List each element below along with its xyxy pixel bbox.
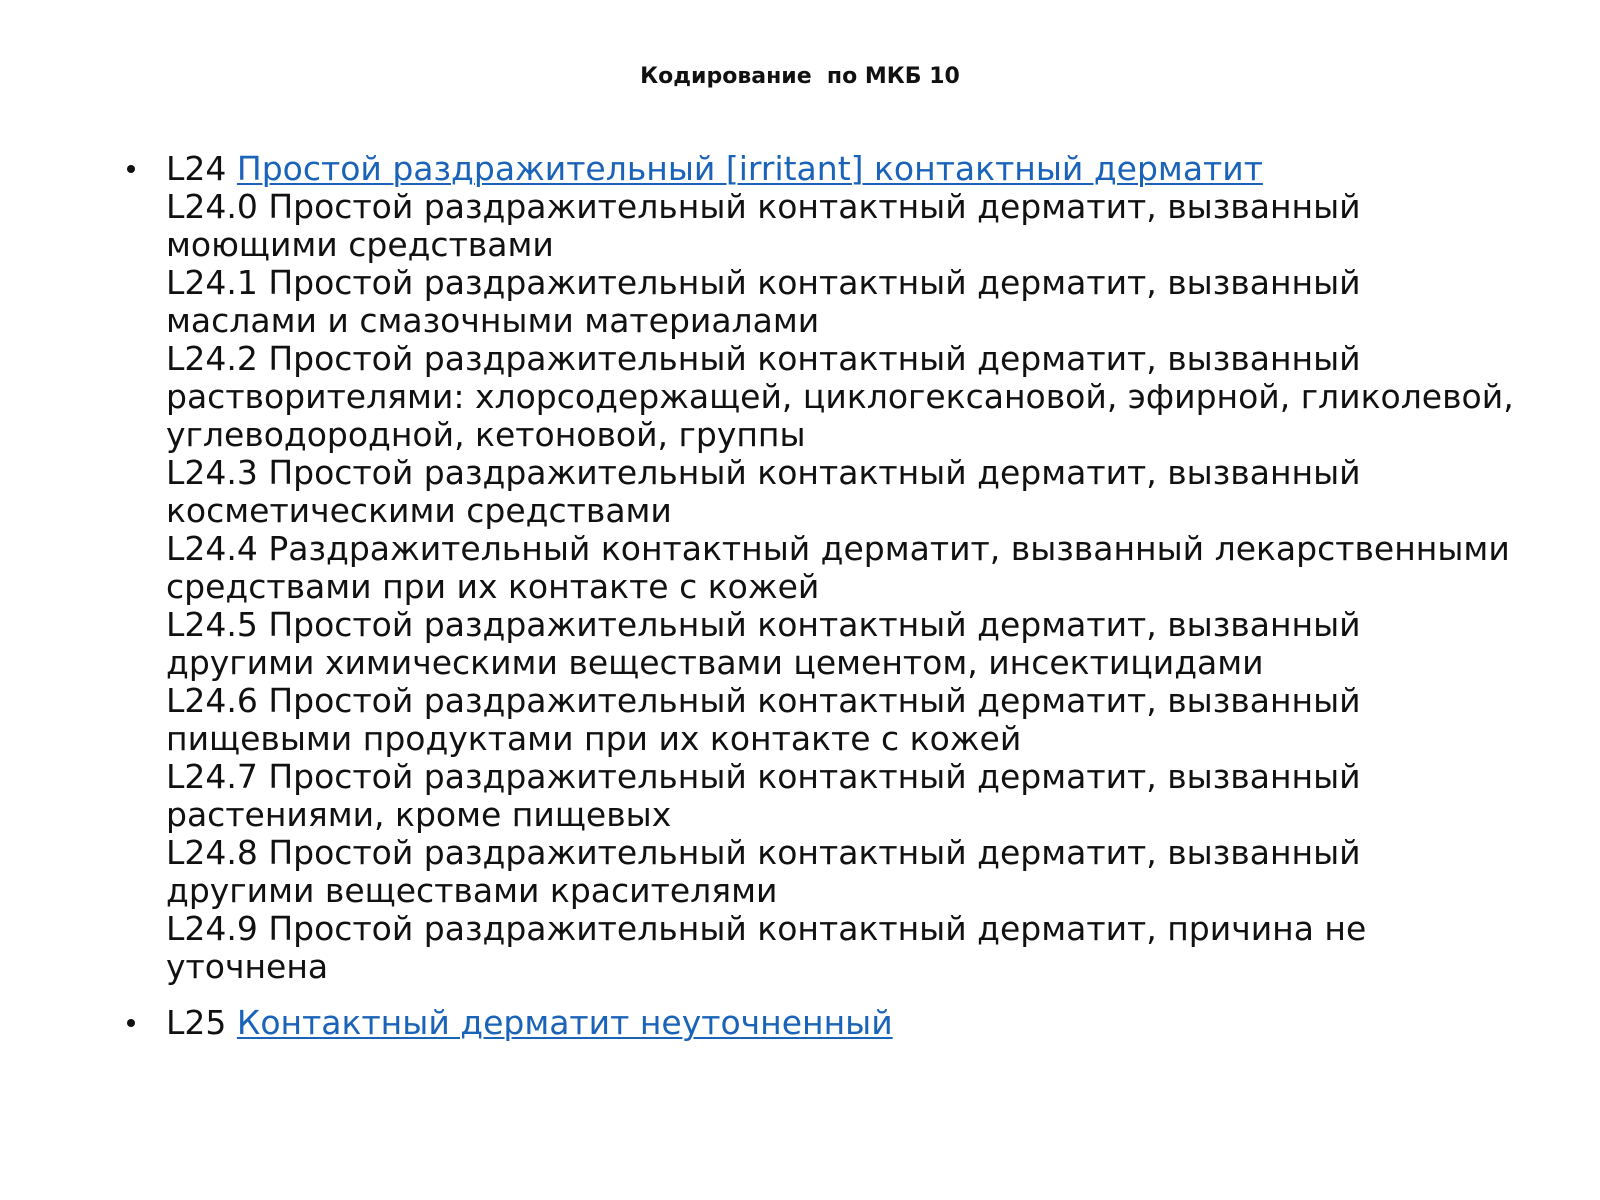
link-l24[interactable]: Простой раздражительный [irritant] контактный дерматит [236, 149, 1263, 188]
subcode-line: L24.8 Простой раздражительный контактный дерматит, вызванный другими веществами красителями [166, 833, 1361, 910]
subcode-line: L24.4 Раздражительный контактный дерматит, вызванный лекарственными средствами при их контакте с кожей [166, 529, 1510, 606]
icd-code-list [125, 150, 1515, 1042]
subcode-line: L24.9 Простой раздражительный контактный дерматит, причина не уточнена [166, 909, 1367, 986]
list-item-l24 [125, 150, 1515, 986]
link-l25[interactable]: Контактный дерматит неуточненный [236, 1003, 893, 1042]
bullet-icon [127, 165, 135, 173]
subcode-line: L24.2 Простой раздражительный контактный дерматит, вызванный растворителями: хлорсодержащей, циклогексановой, эфирной, гликолевой, углеводородной, кетоновой, группы [166, 339, 1514, 454]
subcode-line: L24.5 Простой раздражительный контактный дерматит, вызванный другими химическими веществами цементом, инсектицидами [166, 605, 1361, 682]
subcode-line: L24.3 Простой раздражительный контактный дерматит, вызванный косметическими средствами [166, 453, 1361, 530]
page-title: Кодирование по МКБ 10 [640, 64, 960, 89]
code-label: L24 [166, 149, 227, 188]
subcode-line: L24.1 Простой раздражительный контактный дерматит, вызванный маслами и смазочными материалами [166, 263, 1361, 340]
code-label: L25 [166, 1003, 227, 1042]
subcode-line: L24.0 Простой раздражительный контактный дерматит, вызванный моющими средствами [166, 187, 1361, 264]
list-item-l25 [125, 1004, 1515, 1042]
bullet-icon [127, 1019, 135, 1027]
subcode-line: L24.6 Простой раздражительный контактный дерматит, вызванный пищевыми продуктами при их контакте с кожей [166, 681, 1361, 758]
subcode-line: L24.7 Простой раздражительный контактный дерматит, вызванный растениями, кроме пищевых [166, 757, 1361, 834]
